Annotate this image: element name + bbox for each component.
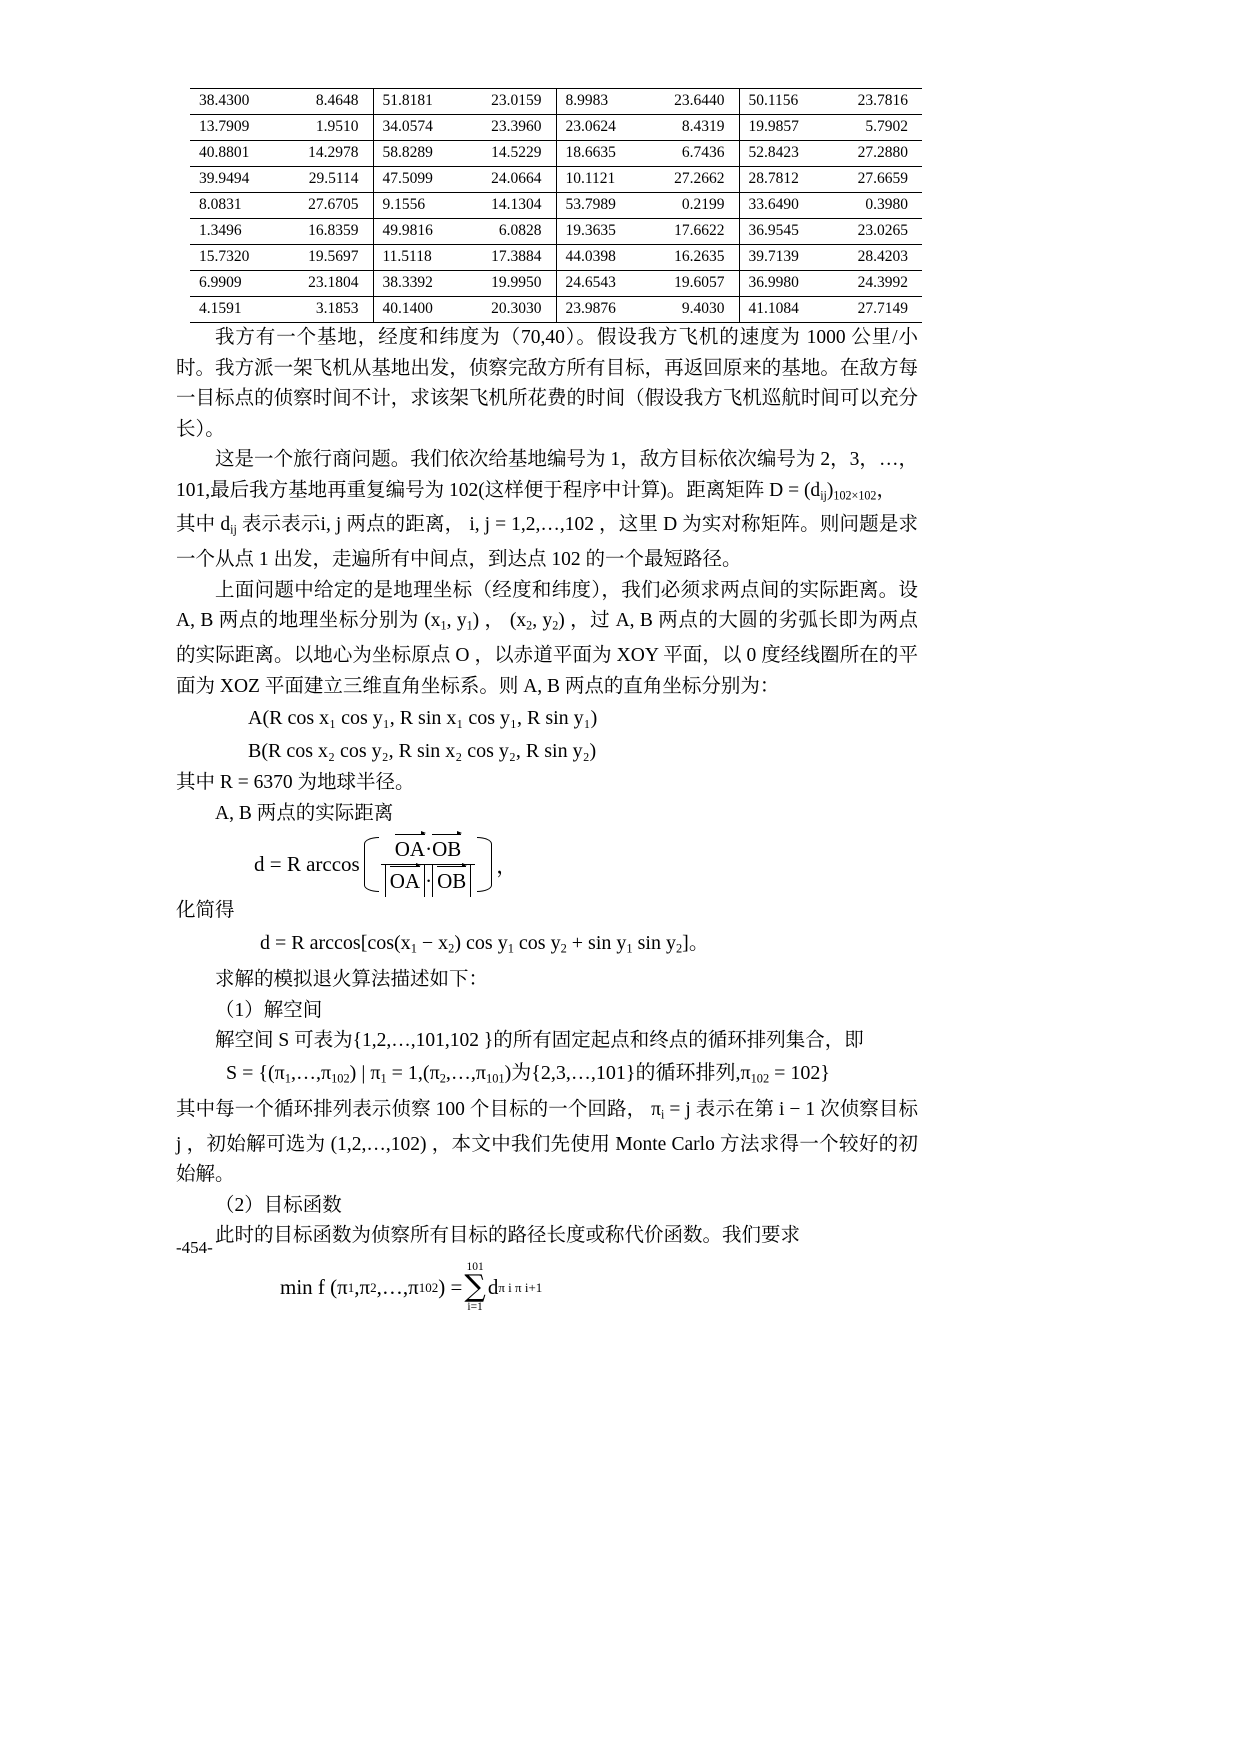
eq-S-sub-1: 1 <box>284 1071 291 1086</box>
cell: 23.1804 <box>282 271 374 297</box>
table-row <box>190 141 922 167</box>
table-row <box>190 219 922 245</box>
table-body <box>190 89 922 323</box>
cell: 28.7812 <box>739 167 831 193</box>
eq-min-d: ) = <box>438 1275 463 1300</box>
cell: 16.2635 <box>648 245 740 271</box>
paragraph-solution-space: 解空间 S 可表为{1,2,…,101,102 }的所有固定起点和终点的循环排列集合，即 <box>215 1030 864 1052</box>
cell: 6.9909 <box>190 271 282 297</box>
cell: 19.3635 <box>556 219 648 245</box>
vector-oa-norm: OA <box>389 869 421 894</box>
cell: 9.1556 <box>373 193 465 219</box>
cell: 0.3980 <box>831 193 923 219</box>
eq-S-sub-5: 101 <box>486 1071 505 1086</box>
page-content <box>176 88 918 1313</box>
cell: 33.6490 <box>739 193 831 219</box>
eq-sub-1: 1 <box>410 941 417 956</box>
cell: 53.7989 <box>556 193 648 219</box>
cell: 38.3392 <box>373 271 465 297</box>
cell: 47.5099 <box>373 167 465 193</box>
cell: 50.1156 <box>739 89 831 115</box>
cell: 24.6543 <box>556 271 648 297</box>
paragraph-matrix-def <box>176 510 918 575</box>
cell: 19.6057 <box>648 271 740 297</box>
geo-text-d: , y <box>532 610 553 632</box>
cell: 8.9983 <box>556 89 648 115</box>
cell: 23.0624 <box>556 115 648 141</box>
eq-S-sub-3: 1 <box>380 1071 387 1086</box>
equation-objective-min <box>176 1262 918 1314</box>
eq-S-sub-2: 102 <box>331 1071 350 1086</box>
eq-min-sub-2: 2 <box>370 1279 377 1295</box>
cell: 3.1853 <box>282 297 374 323</box>
geo-text-e: ) ，过 A, B 两点的大圆的劣弧长即为两点的实际距离。以地心为坐标原点 O ，以赤道平面为 XOY 平面，以 0 度经线圈所在的平面为 XOZ 平面建立三维直角坐标系。则 A, B 两点的直角坐标分别为： <box>176 610 918 697</box>
cell: 17.6622 <box>648 219 740 245</box>
table-row <box>190 271 922 297</box>
matrix-text-b: 表示表示i, j 两点的距离， i, j = 1,2,…,102 ，这里 D 为实对称矩阵。则问题是求一个从点 1 出发，走遍所有中间点，到达点 102 的一个最短路径。 <box>176 514 918 571</box>
table-row <box>190 245 922 271</box>
tsp-text-c: ) <box>826 479 834 501</box>
right-paren-icon <box>481 835 496 894</box>
table-row <box>190 89 922 115</box>
cell: 14.1304 <box>465 193 557 219</box>
eq-simpl-c: ) cos y <box>454 931 508 954</box>
cell: 18.6635 <box>556 141 648 167</box>
cell: 40.1400 <box>373 297 465 323</box>
cell: 39.9494 <box>190 167 282 193</box>
cell: 8.0831 <box>190 193 282 219</box>
sum-lower-limit: i=1 <box>467 1300 483 1313</box>
sum-term: d <box>487 1275 499 1300</box>
cell: 9.4030 <box>648 297 740 323</box>
cell: 41.1084 <box>739 297 831 323</box>
formula-d-label: d = R arccos <box>254 852 360 877</box>
subscript-x1: 1 <box>440 618 447 633</box>
paragraph-simplify-label: 化简得 <box>176 900 235 922</box>
fraction <box>375 835 482 894</box>
vector-oa: OA <box>394 837 426 862</box>
cell: 23.9876 <box>556 297 648 323</box>
cell: 19.5697 <box>282 245 374 271</box>
equation-solution-set <box>176 1057 918 1095</box>
cell: 10.1121 <box>556 167 648 193</box>
cell: 16.8359 <box>282 219 374 245</box>
cell: 27.6705 <box>282 193 374 219</box>
eq-simpl-a: d = R arccos[cos(x <box>260 931 411 954</box>
subscript-ij: ij <box>820 487 827 502</box>
eq-S-sub-6: 102 <box>750 1071 770 1086</box>
cell: 5.7902 <box>831 115 923 141</box>
cell: 23.0265 <box>831 219 923 245</box>
equation-point-A: A(R cos x₁ cos y₁, R sin x₁ cos y₁, R sin y₁) <box>248 707 598 730</box>
cell: 24.3992 <box>831 271 923 297</box>
cell: 6.7436 <box>648 141 740 167</box>
eq-min-c: ,…,π <box>376 1275 419 1300</box>
eq-S-e: ,…,π <box>445 1061 486 1084</box>
table-row <box>190 167 922 193</box>
paragraph-section-2-title: （2）目标函数 <box>215 1194 342 1216</box>
eq-sub-6: 2 <box>675 941 683 956</box>
tsp-text-b: 最后我方基地再重复编号为 102(这样便于程序中计算)。距离矩阵 D = (d <box>210 479 821 501</box>
sum-term-subscript: π i π i+1 <box>498 1279 543 1295</box>
cell: 23.3960 <box>465 115 557 141</box>
norm-oa <box>385 867 425 894</box>
cell: 34.0574 <box>373 115 465 141</box>
geo-text-b: , y <box>446 610 467 632</box>
cell: 13.7909 <box>190 115 282 141</box>
eq-simpl-d: cos y <box>513 931 561 954</box>
tsp-text-a: 这是一个旅行商问题。我们依次给基地编号为 1，敌方目标依次编号为 2，3，…，101, <box>176 449 918 501</box>
eq-S-f: )为{2,3,…,101}的循环排列,π <box>504 1061 751 1084</box>
eq-S-a: S = {(π <box>226 1061 285 1084</box>
cycle-text-b: = j 表示在第 i − 1 次侦察目标 j ，初始解可选为 (1,2,…,102) ，本文中我们先使用 Monte Carlo 方法求得一个较好的初始解。 <box>176 1099 918 1186</box>
equation-point-B: B(R cos x₂ cos y₂, R sin x₂ cos y₂, R sin y₂) <box>248 740 597 763</box>
cell: 58.8289 <box>373 141 465 167</box>
table-row <box>190 115 922 141</box>
paragraph-tsp-intro <box>176 445 918 510</box>
equation-simplified-distance <box>176 927 918 965</box>
paragraph-geo-coords <box>176 576 918 702</box>
cell: 24.0664 <box>465 167 557 193</box>
cell: 14.5229 <box>465 141 557 167</box>
subscript-ij-2: ij <box>230 522 237 537</box>
eq-sub-3: 1 <box>507 941 514 956</box>
eq-simpl-f: sin y <box>632 931 676 954</box>
eq-sub-5: 1 <box>626 941 633 956</box>
cell: 28.4203 <box>831 245 923 271</box>
cell: 17.3884 <box>465 245 557 271</box>
cell: 1.3496 <box>190 219 282 245</box>
paragraph-actual-distance-label: A, B 两点的实际距离 <box>215 802 394 824</box>
paragraph-problem-statement: 我方有一个基地，经度和纬度为（70,40）。假设我方飞机的速度为 1000 公里/小时。我方派一架飞机从基地出发，侦察完敌方所有目标，再返回原来的基地。在敌方每一目标点的侦察时间不计，求该架飞机所花费的时间（假设我方飞机巡航时间可以充分长）。 <box>176 327 918 440</box>
cell: 36.9980 <box>739 271 831 297</box>
cell: 4.1591 <box>190 297 282 323</box>
equation-arccos-vector <box>176 835 918 894</box>
eq-simpl-e: + sin y <box>566 931 627 954</box>
table-row <box>190 297 922 323</box>
geo-text-c: ) ， (x <box>472 610 527 632</box>
cell: 1.9510 <box>282 115 374 141</box>
eq-min-sub-3: 102 <box>418 1279 439 1295</box>
cell: 52.8423 <box>739 141 831 167</box>
cell: 6.0828 <box>465 219 557 245</box>
cell: 23.6440 <box>648 89 740 115</box>
cell: 23.0159 <box>465 89 557 115</box>
cell: 27.7149 <box>831 297 923 323</box>
cell: 39.7139 <box>739 245 831 271</box>
page-number: -454- <box>176 1238 213 1257</box>
eq-sub-2: 2 <box>448 941 455 956</box>
paragraph-cycle-permutation <box>176 1095 918 1191</box>
eq-S-d: = 1,(π <box>386 1061 440 1084</box>
cell: 14.2978 <box>282 141 374 167</box>
cell: 27.2880 <box>831 141 923 167</box>
cell: 49.9816 <box>373 219 465 245</box>
eq-sub-4: 2 <box>560 941 567 956</box>
sum-upper-limit: 101 <box>466 1260 484 1273</box>
dot-operator-2: · <box>425 869 433 894</box>
tsp-text-d: ， <box>876 479 896 501</box>
cell: 19.9950 <box>465 271 557 297</box>
cell: 20.3030 <box>465 297 557 323</box>
vector-ob: OB <box>432 837 462 862</box>
cell: 27.2662 <box>648 167 740 193</box>
paragraph-section-1-title: （1）解空间 <box>215 999 323 1021</box>
eq-simpl-b: − x <box>416 931 449 954</box>
paragraph-earth-radius: 其中 R = 6370 为地球半径。 <box>176 772 415 794</box>
dot-operator-1: · <box>425 837 433 862</box>
geo-text-a: 上面问题中给定的是地理坐标（经度和纬度），我们必须求两点间的实际距离。设 A, B 两点的地理坐标分别为 (x <box>176 579 918 632</box>
subscript-dim: 102×102 <box>833 487 877 502</box>
fraction-denominator <box>381 865 476 894</box>
eq-S-sub-4: 2 <box>439 1071 446 1086</box>
left-paren-icon <box>360 835 375 894</box>
norm-ob <box>432 867 471 894</box>
paragraph-objective-function: 此时的目标函数为侦察所有目标的路径长度或称代价函数。我们要求 <box>215 1225 801 1247</box>
cell: 15.7320 <box>190 245 282 271</box>
cell: 44.0398 <box>556 245 648 271</box>
table-row <box>190 193 922 219</box>
matrix-text-a: 其中 d <box>176 514 231 536</box>
sigma-icon: ∑ <box>464 1269 486 1305</box>
cell: 8.4648 <box>282 89 374 115</box>
formula-trailing-comma: ， <box>496 853 518 878</box>
eq-S-c: ) | π <box>349 1061 381 1084</box>
eq-S-b: ,…,π <box>290 1061 332 1084</box>
cell: 40.8801 <box>190 141 282 167</box>
cell: 11.5118 <box>373 245 465 271</box>
cycle-text-a: 其中每一个循环排列表示侦察 100 个目标的一个回路， π <box>176 1099 662 1121</box>
subscript-x2: 2 <box>526 618 533 633</box>
eq-min-sub-1: 1 <box>347 1279 355 1295</box>
fraction-numerator <box>381 835 476 865</box>
cell: 19.9857 <box>739 115 831 141</box>
vector-ob-norm: OB <box>437 869 467 894</box>
cell: 8.4319 <box>648 115 740 141</box>
subscript-y1: 1 <box>466 618 473 633</box>
cell: 51.8181 <box>373 89 465 115</box>
coordinate-table <box>190 88 922 323</box>
subscript-y2: 2 <box>552 618 559 633</box>
eq-min-b: ,π <box>354 1275 371 1300</box>
subscript-pi-i: i <box>661 1107 665 1122</box>
cell: 36.9545 <box>739 219 831 245</box>
cell: 0.2199 <box>648 193 740 219</box>
eq-S-g: = 102} <box>769 1061 831 1084</box>
cell: 27.6659 <box>831 167 923 193</box>
eq-simpl-g: ]。 <box>682 931 709 954</box>
cell: 29.5114 <box>282 167 374 193</box>
eq-min-a: min f (π <box>280 1275 348 1300</box>
cell: 23.7816 <box>831 89 923 115</box>
summation-symbol-group <box>464 1262 485 1314</box>
paragraph-annealing-intro: 求解的模拟退火算法描述如下： <box>215 969 489 991</box>
cell: 38.4300 <box>190 89 282 115</box>
